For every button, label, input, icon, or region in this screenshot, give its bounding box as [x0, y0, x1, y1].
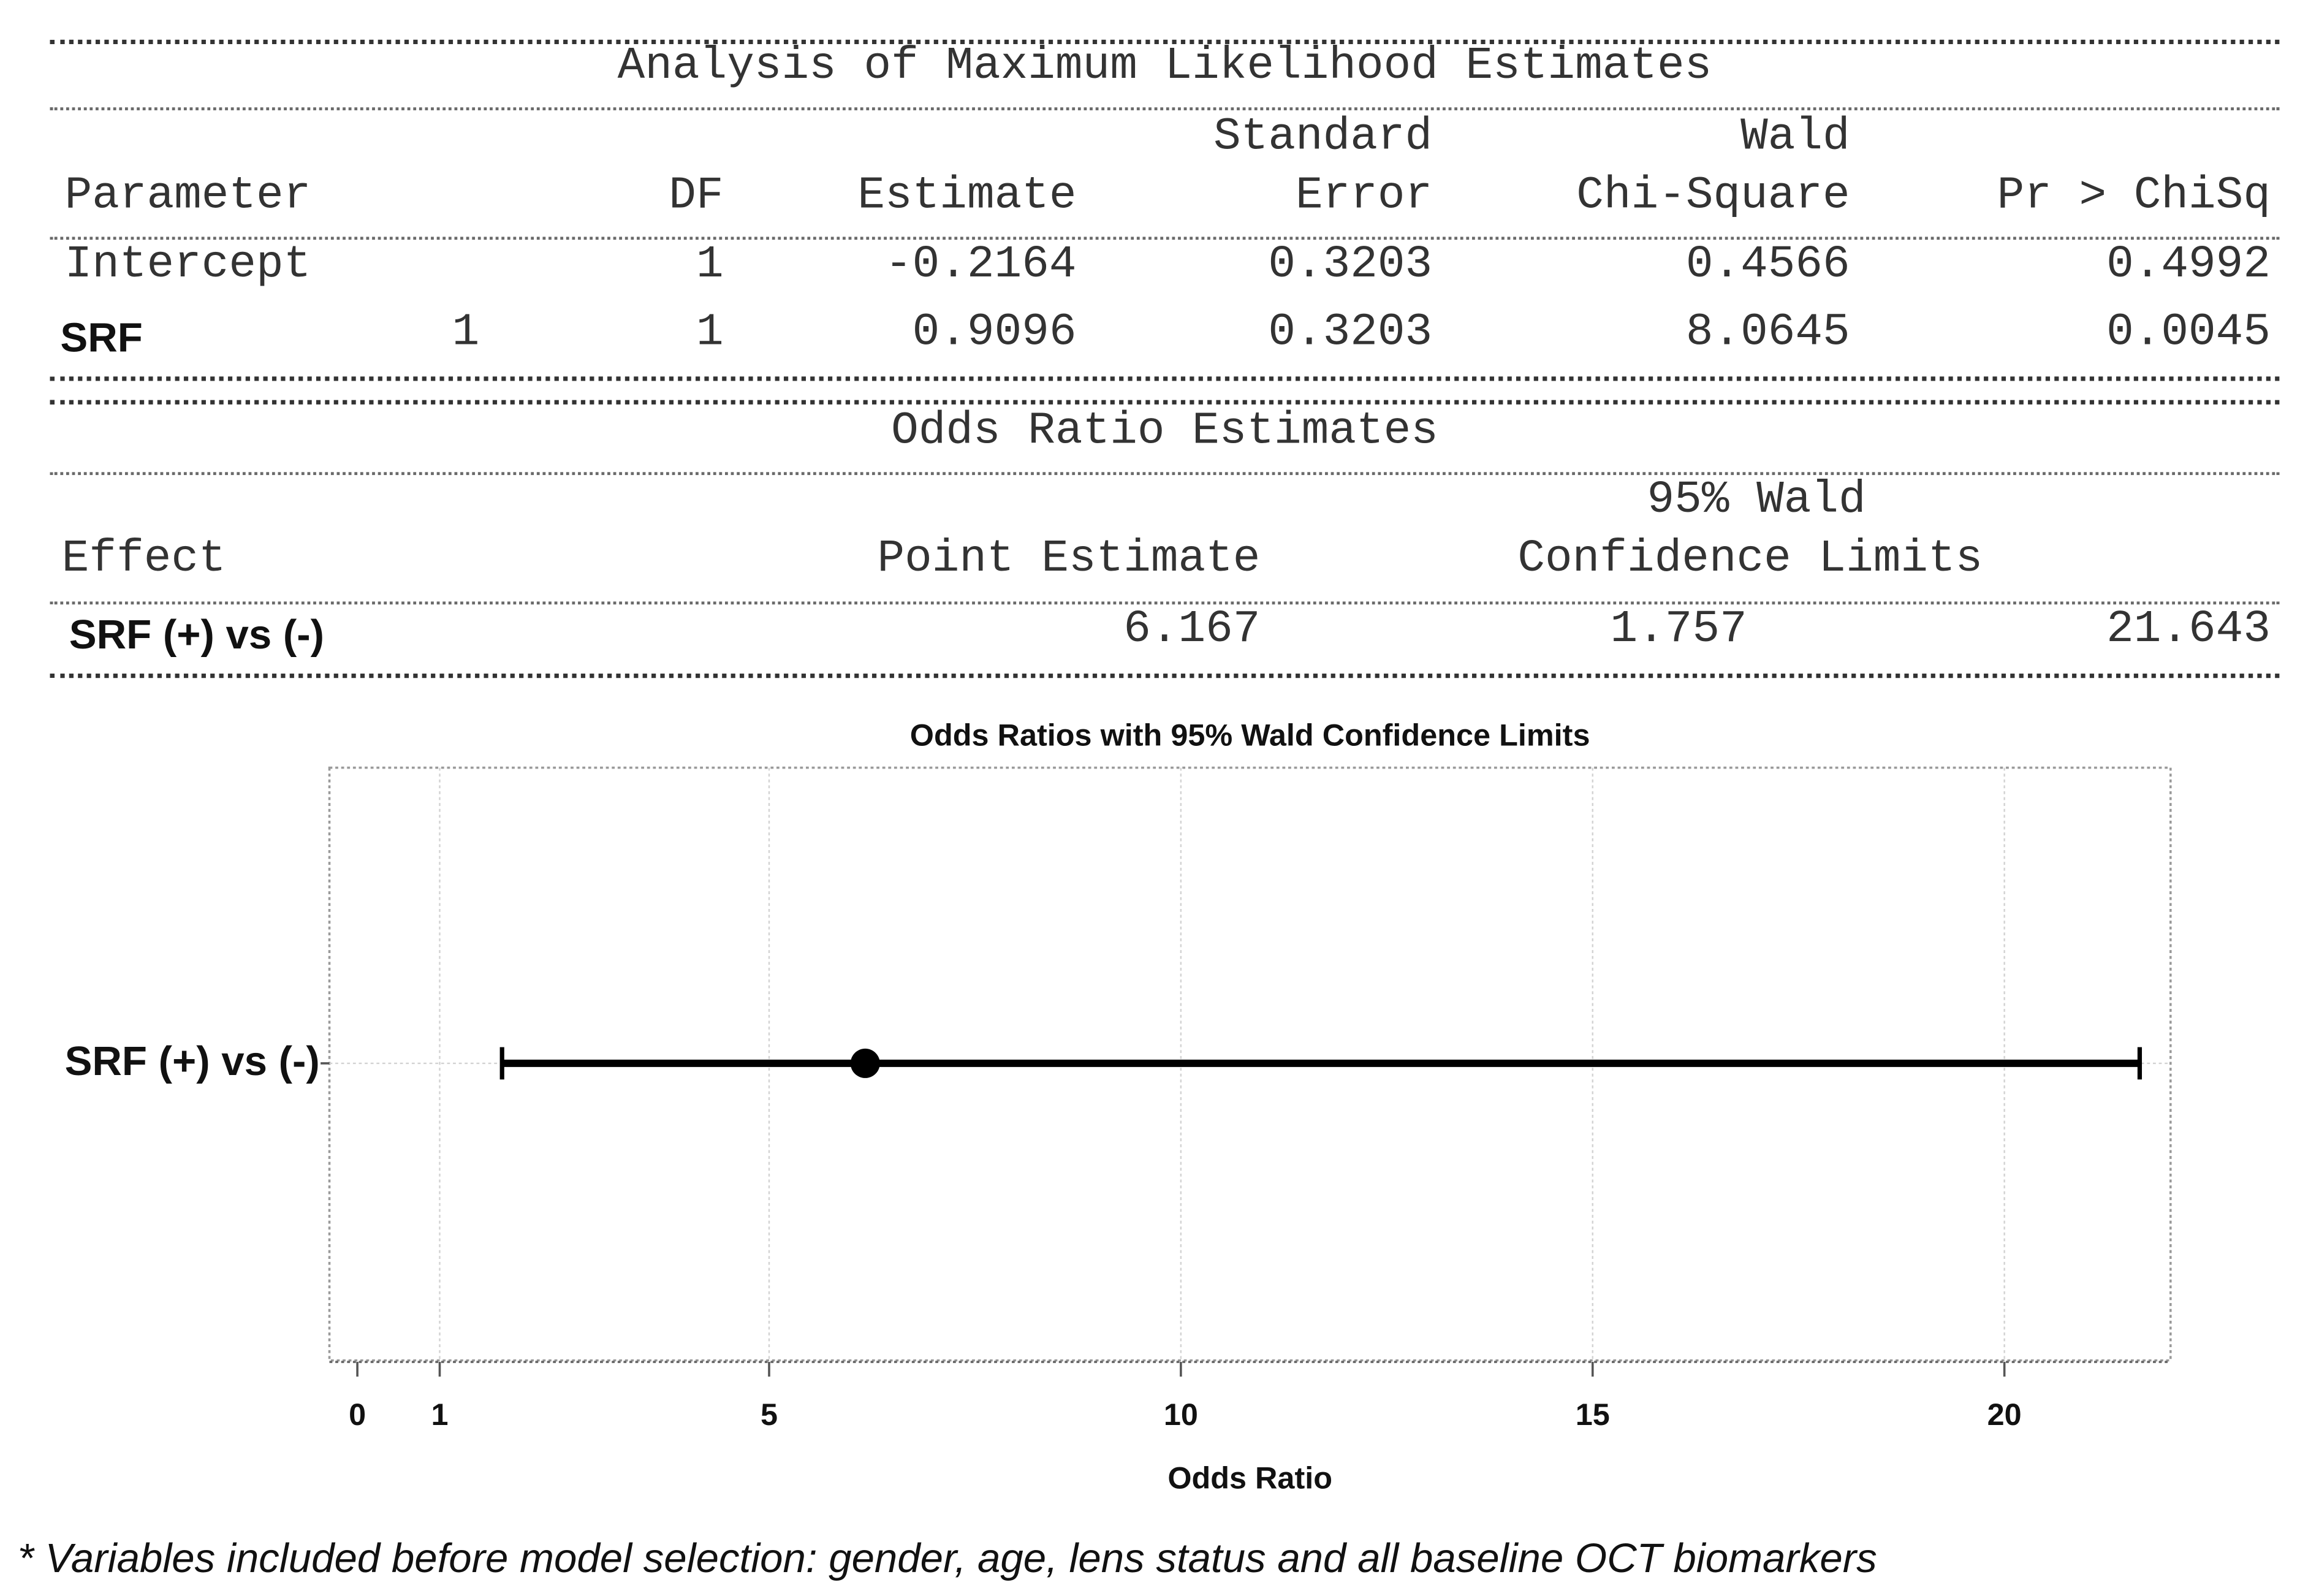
mle-row-srf-estimate: 0.9096 — [912, 307, 1077, 359]
header-estimate: Estimate — [857, 170, 1077, 222]
x-tick-label: 1 — [431, 1397, 449, 1432]
header-chisq-line1: Wald — [1740, 112, 1850, 164]
x-tick-label: 10 — [1163, 1397, 1198, 1432]
or-row-effect: SRF (+) vs (-) — [69, 612, 325, 658]
odds-ratio-point — [851, 1049, 880, 1078]
header-chisq-line2: Chi-Square — [1576, 170, 1850, 222]
plot-marks — [502, 1047, 2139, 1080]
or-table-title: Odds Ratio Estimates — [891, 406, 1438, 458]
y-category-label: SRF (+) vs (-) — [64, 1038, 320, 1084]
mle-row-srf-p: 0.0045 — [2106, 307, 2271, 359]
mle-row-intercept-chisq: 0.4566 — [1685, 240, 1850, 292]
header-effect: Effect — [61, 534, 226, 586]
mle-row-srf-se: 0.3203 — [1268, 307, 1433, 359]
header-ci-line2: Confidence Limits — [1517, 534, 1983, 586]
mle-row-intercept-parameter: Intercept — [64, 240, 311, 292]
or-row-point: 6.167 — [1123, 604, 1261, 656]
header-parameter: Parameter — [64, 170, 311, 222]
footnote: * Variables included before model selection: gender, age, lens status and all baseline OCT biomarkers — [17, 1535, 1877, 1581]
header-se-line2: Error — [1296, 170, 1433, 222]
or-row-lower: 1.757 — [1610, 604, 1747, 656]
mle-table-title: Analysis of Maximum Likelihood Estimates — [617, 41, 1712, 93]
or-row-upper: 21.643 — [2106, 604, 2271, 656]
header-se-line1: Standard — [1213, 112, 1433, 164]
header-ci-line1: 95% Wald — [1647, 475, 1866, 527]
header-p: Pr > ChiSq — [1997, 170, 2271, 222]
mle-row-intercept-df: 1 — [696, 240, 724, 292]
mle-row-intercept-se: 0.3203 — [1268, 240, 1433, 292]
mle-row-intercept-p: 0.4992 — [2106, 240, 2271, 292]
mle-row-srf-df: 1 — [696, 307, 724, 359]
header-point-estimate: Point Estimate — [877, 534, 1261, 586]
mle-row-srf-level: 1 — [452, 307, 480, 359]
x-axis-ticks — [321, 1063, 2022, 1432]
mle-row-srf-chisq: 8.0645 — [1685, 307, 1850, 359]
x-tick-label: 0 — [349, 1397, 366, 1432]
x-tick-label: 15 — [1575, 1397, 1610, 1432]
chart-title: Odds Ratios with 95% Wald Confidence Limits — [909, 719, 1590, 753]
x-axis-label: Odds Ratio — [1167, 1460, 1333, 1495]
header-df: DF — [669, 170, 724, 222]
mle-row-intercept-estimate: -0.2164 — [884, 240, 1077, 292]
x-tick-label: 5 — [760, 1397, 778, 1432]
mle-row-srf-parameter: SRF — [60, 314, 143, 360]
x-tick-label: 20 — [1987, 1397, 2022, 1432]
